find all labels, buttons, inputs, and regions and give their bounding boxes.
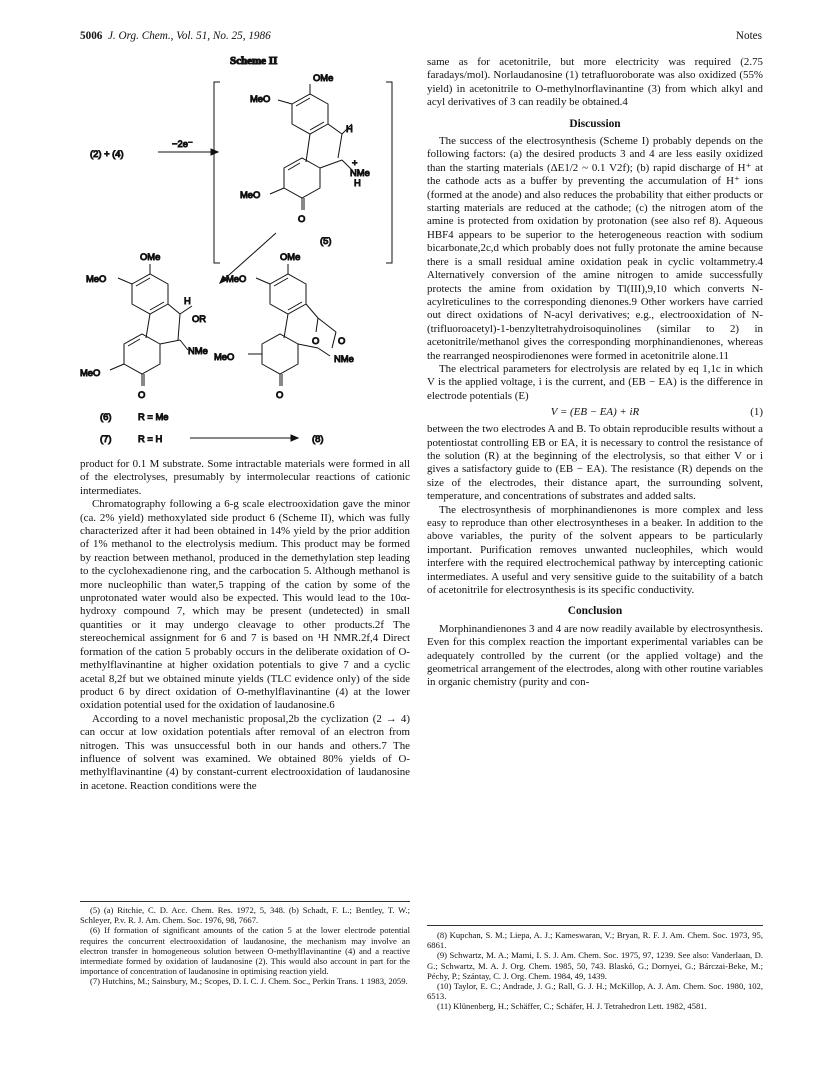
scheme-title: Scheme II: [230, 55, 278, 67]
c5-meo2-label: MeO: [240, 189, 261, 200]
discussion-heading: Discussion: [569, 117, 621, 130]
equation-1: [427, 406, 763, 420]
footnote-rule-right: [427, 925, 763, 926]
footnote-8: (8) Kupchan, S. M.; Liepa, A. J.; Kameswaran, V.; Bryan, R. F. J. Am. Chem. Soc. 1973, 95, 6861.: [427, 930, 763, 951]
left-column: [80, 458, 410, 793]
compound-6-structure: [110, 264, 192, 386]
c6-or-label: OR: [192, 313, 207, 324]
c8-o2-label: O: [338, 335, 346, 346]
right-bracket: [386, 82, 392, 263]
left-paragraph-2: Chromatography following a 6-g scale electrooxidation gave the minor (ca. 2% yield) methoxylated side product 6 (Scheme II), which was fully characterized after it had been obtained in 14% yield by the prior addition of 1% methanol to the electrolysis medium. This product may be formed by reaction between methanol, produced in the demethylation step leading to the cyclohexadienone ring, and the carbocation 5. Although methanol is more nucleophilic than water,5 trapping of the cation by some of the unprotonated water would also be expected. This would lead to the 10α-hydroxy compound 7, which may be present (undetected) in small quantities or it may undergo cleavage to other products.2f The stereochemical assignment for 6 and 7 is based on ¹H NMR.2f,4 Direct formation of the cation 5 probably occurs in the deliberate oxidation of O-methylflavinantine at higher oxidation potentials to give 7 and a cyclic acetal 8,2f but we obtained minute yields (TLC evidence only) of the side product 6 by direct oxidation of O-methylflavinantine (4) at the lower oxidation potential used for the oxidation of laudanosine.6: [80, 498, 410, 712]
c5-meo-label: MeO: [250, 93, 271, 104]
c6-o-label: O: [138, 389, 146, 400]
cation-5-number: (5): [320, 235, 332, 246]
compound-7-number: (7): [100, 433, 112, 444]
compound-8-structure: [248, 264, 336, 386]
c5-ome-label: OMe: [313, 72, 334, 83]
scheme-ii: [80, 48, 420, 448]
c8-ome-label: OMe: [280, 251, 301, 262]
c6-ome-label: OMe: [140, 251, 161, 262]
footnotes-right: [427, 930, 763, 1012]
discussion-paragraph-3: between the two electrodes A and B. To obtain reproducible results without a potentiostat controlling EB or EA, it is necessary to control the resistance of the solution (R) at the beginning of the electrolysis, so that either V or i gives a satisfactory guide to (EB − EA). The resistance (R) depends on the size of the electrodes, their distance apart, the surrounding solvent, temperature, and concentrations of substrates and added salts.: [427, 423, 763, 503]
header-left: [80, 30, 271, 42]
c6-meo-label: MeO: [86, 273, 107, 284]
arrow-7-to-8-head: [291, 435, 298, 441]
c8-o1-label: O: [312, 335, 320, 346]
c8-meo-label: MeO: [226, 273, 247, 284]
compound-7-r: R = H: [138, 433, 163, 444]
scheme-ii-drawing: [80, 48, 420, 448]
c5-plus-label: +: [352, 157, 358, 168]
footnote-6: (6) If formation of significant amounts of the cation 5 at the lower electrode potential requires the concurrent electrooxidation of laudanosine, the mechanism may involve an electron transfer in homogeneous solution between O-methylflavinantine (4) and a reactive intermediate formed by oxidation of laudanosine (2). This would also account in part for the importance of concentration of laudanosine in optimising reaction yield.: [80, 925, 410, 977]
footnotes-left: [80, 905, 410, 987]
footnote-7: (7) Hutchins, M.; Sainsbury, M.; Scopes, D. I. C. J. Chem. Soc., Perkin Trans. 1 1983, 2059.: [90, 976, 408, 987]
reagent-label: −2e⁻: [172, 138, 193, 149]
c5-o-label: O: [298, 213, 306, 224]
left-bracket: [214, 82, 220, 263]
conclusion-paragraph: Morphinandienones 3 and 4 are now readily available by electrosynthesis. Even for this complex reaction the important experimental variables can be adequately controlled by the current (or the applied voltage) and the geometrical arrangement of the electrodes, along with other routine variables in organic chemistry (purity and con-: [427, 622, 763, 689]
conclusion-heading: Conclusion: [567, 605, 623, 618]
c8-nme-label: NMe: [334, 353, 354, 364]
equation-number: (1): [750, 406, 763, 419]
c6-nme-label: NMe: [188, 345, 208, 356]
left-paragraph-1: product for 0.1 M substrate. Some intractable materials were formed in all of the electrolyses, presumably by intermolecular reactions of cationic intermediates.: [80, 458, 410, 497]
c8-o3-label: O: [276, 389, 284, 400]
c6-meo2-label: MeO: [80, 367, 101, 378]
footnote-10: (10) Taylor, E. C.; Andrade, J. G.; Rall, G. J. H.; McKillop, A. J. Am. Chem. Soc. 1980, 102, 6513.: [427, 981, 763, 1002]
compound-6-number: (6): [100, 411, 112, 422]
c5-h-label: H: [346, 123, 353, 134]
right-column: [427, 56, 763, 690]
discussion-paragraph-2: The electrical parameters for electrolysis are related by eq 1,1c in which V is the applied voltage, i is the current, and (EB − EA) is the difference in electrode potentials (E): [427, 362, 763, 402]
right-paragraph-1: same as for acetonitrile, but more electricity was required (2.75 faradays/mol). Norlaudanosine (1) tetrafluoroborate was also oxidized (55% yield) in acetonitrile to O-methylnorflavinantine (3) from which alkyl and acyl derivatives of 3 can readily be obtained.4: [427, 56, 763, 109]
cation-5-structure: [270, 84, 352, 210]
discussion-paragraph-4: The electrosynthesis of morphinandienones is more complex and less easy to reproduce than other electrosyntheses in a beaker. In addition to the above variables, the purity of the solvent appears to be particularly important. Purification removes unwanted nucleophiles, which would interfere with the required electrochemical pathway by intercepting cationic intermediates. A useful and very sensitive guide to the suitability of a batch of acetonitrile for electrosynthesis is its specific conductivity.: [427, 503, 763, 597]
page-header: [80, 30, 762, 46]
compound-6-r: R = Me: [138, 411, 169, 422]
journal-citation: J. Org. Chem., Vol. 51, No. 25, 1986: [107, 30, 271, 42]
footnote-5: (5) (a) Ritchie, C. D. Acc. Chem. Res. 1972, 5, 348. (b) Schadt, F. L.; Bentley, T. W.; Schleyer, P.v. R. J. Am. Chem. Soc. 1976, 98, 7667.: [80, 905, 410, 926]
left-paragraph-3: According to a novel mechanistic proposal,2b the cyclization (2 → 4) can occur at low oxidation potentials after removal of an electron from nitrogen. This was unsuccessful both in our hands and others.7 The influence of solvent was examined. We obtained 80% yields of O-methylflavinantine (4) by constant-current electrooxidation of laudanosine in acetone. Reaction conditions were the: [80, 712, 410, 792]
c5-nme-label: NMe: [350, 167, 370, 178]
equation-text: V = (EB − EA) + iR: [550, 406, 640, 419]
c6-h-label: H: [184, 295, 191, 306]
footnote-11: (11) Klünenberg, H.; Schäffer, C.; Schäfer, H. J. Tetrahedron Lett. 1982, 4581.: [437, 1001, 707, 1012]
footnote-9: (9) Schwartz, M. A.; Mami, I. S. J. Am. Chem. Soc. 1975, 97, 1239. See also: Vanderlaan, D. G.; Schwartz, M. A. J. Org. Chem. 1985, 50, 743. Blaskó, G.; Dornyei, G.; Bárczai-Beke, M.; Péchy, P.; Szántay, C. J. Org. Chem. 1984, 49, 1439.: [427, 950, 763, 981]
compound-8-number: (8): [312, 433, 324, 444]
c5-h2-label: H: [354, 177, 361, 188]
footnote-rule-left: [80, 901, 410, 902]
page-number: 5006: [80, 30, 103, 42]
discussion-paragraph-1: The success of the electrosynthesis (Scheme I) probably depends on the following factors: (a) the desired products 3 and 4 are less easily oxidized than the starting materials (ΔE1/2 ~ 0.1 V2f); (b) rapid discharge of H⁺ at the cathode acts as a buffer by preventing the accumulation of H⁺ ions (formed at the anode) and also reduces the probability that either products or starting materials are reduced at the cathode; (c) the nitrogen atom of the amine is protected from oxidation by protonation (see also ref 8). Aqueous HBF4 appears to be superior to the heterogeneous reaction with sodium bicarbonate,2c,d which probably does not fully protonate the amine because there is a small residual amine oxidation peak in cyclic voltammetry.4 Alternatively conversion of the amine nitrogen to amide successfully protects the amine from oxidation by Tl(III),9,10 which converts N-acylreticulines to the corresponding dienones.9 Other workers have carried out direct oxidations of N-acyl derivatives; e.g., electrooxidation of N-(trifluoroacetyl)-1-benzyltetrahydroisoquinolines (similar to 2) in acetonitrile/methanol gives the corresponding morphinandienones, whereas the rearranged neospirodienones were formed in acetonitrile alone.11: [427, 135, 763, 362]
reactants-label: (2) + (4): [90, 148, 124, 159]
c8-meo2-label: MeO: [214, 351, 235, 362]
section-name: Notes: [735, 30, 762, 42]
